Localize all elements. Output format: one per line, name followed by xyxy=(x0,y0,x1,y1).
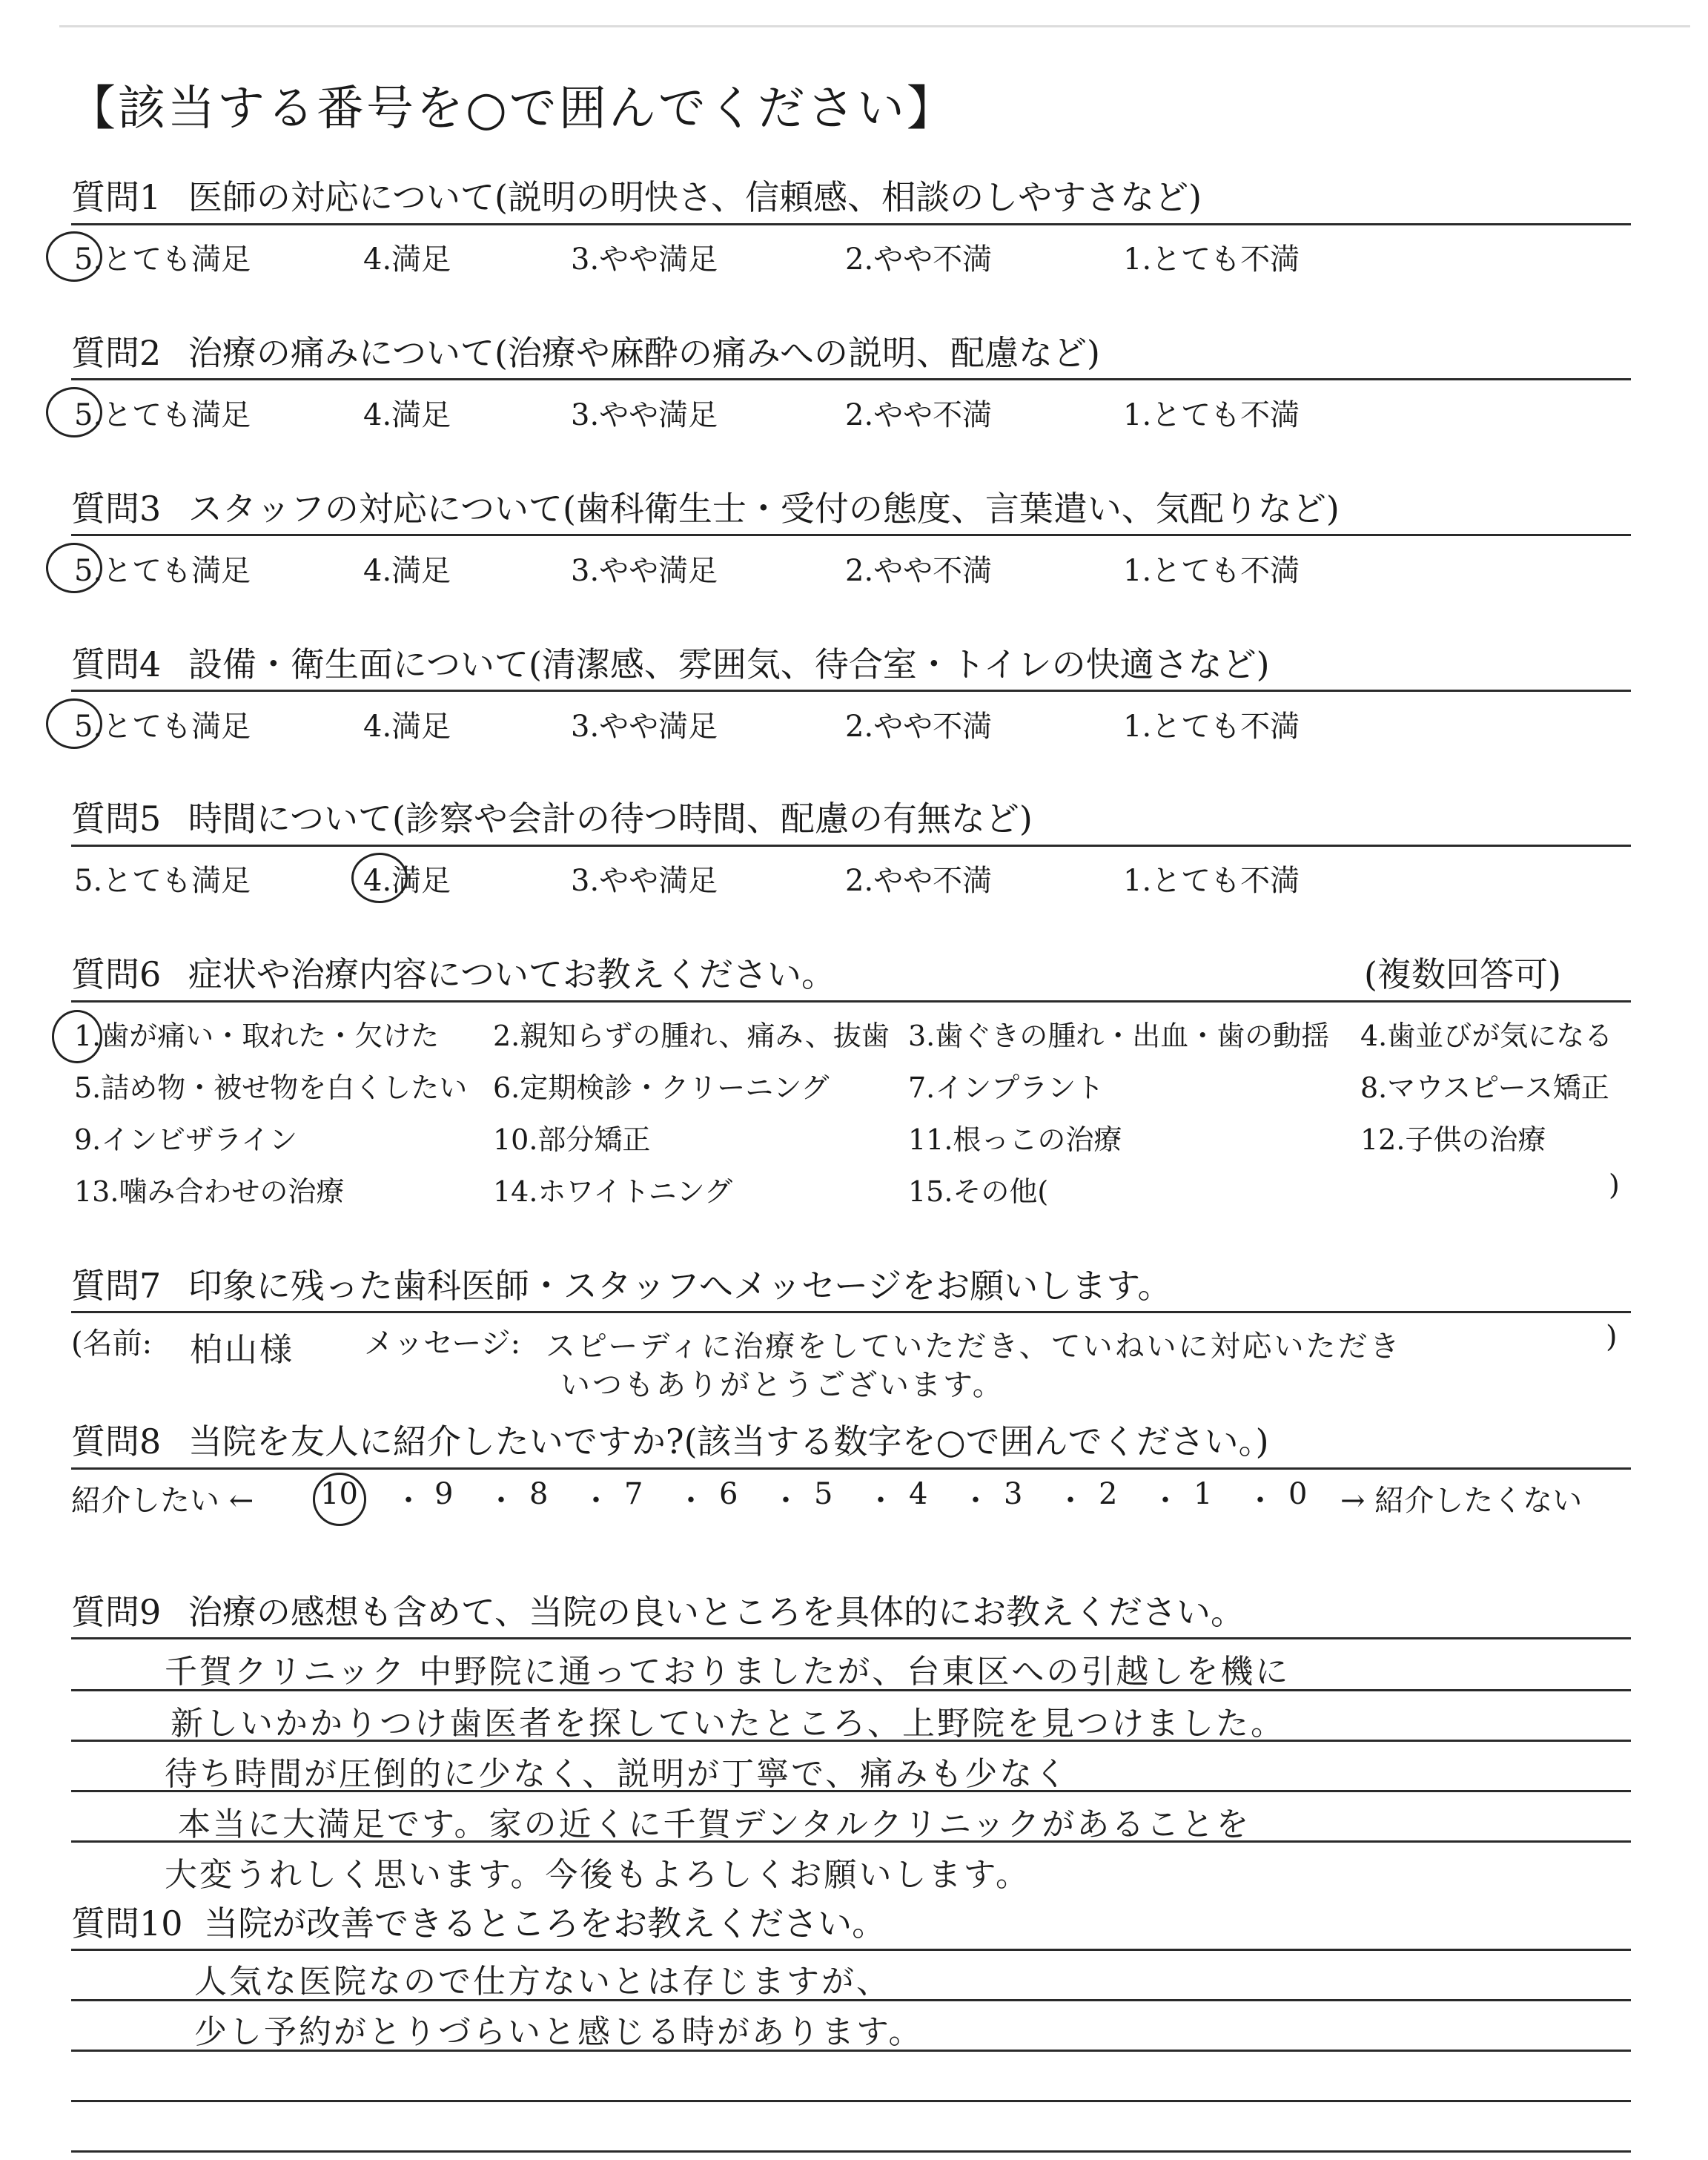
question-text: 当院を友人に紹介したいですか?(該当する数字を○で囲んでください。) xyxy=(188,1421,1269,1462)
option-5[interactable]: 5.とても満足 xyxy=(74,710,251,744)
scale-value[interactable]: 9 xyxy=(434,1477,454,1511)
answer-line-text[interactable]: 待ち時間が圧倒的に少なく、説明が丁寧で、痛みも少なく xyxy=(165,1755,1070,1793)
option-2[interactable]: 2.やや不満 xyxy=(845,398,993,432)
answer-line xyxy=(71,1637,1631,1639)
question-text: 症状や治療内容についてお教えください。 xyxy=(188,954,835,994)
scale-value[interactable]: 5 xyxy=(814,1477,833,1511)
answer-line-text[interactable]: 千賀クリニック 中野院に通っておりましたが、台東区への引越しを機に xyxy=(165,1653,1291,1691)
question-3 xyxy=(71,482,1340,531)
option-1[interactable]: 1.とても不満 xyxy=(1123,554,1300,588)
question-text: 時間について(診察や会計の待つ時間、配慮の有無など) xyxy=(188,799,1033,839)
scale-value[interactable]: 1 xyxy=(1194,1477,1213,1511)
answer-line xyxy=(71,2100,1631,2102)
scale-right-label: → 紹介したくない xyxy=(1340,1484,1583,1518)
option-5[interactable]: 5.とても満足 xyxy=(74,554,251,588)
answer-line-text[interactable]: 人気な医院なので仕方ないとは存じますが、 xyxy=(194,1963,891,2001)
symptom-option[interactable]: 5.詰め物・被せ物を白くしたい xyxy=(74,1071,468,1104)
symptom-option[interactable]: 3.歯ぐきの腫れ・出血・歯の動揺 xyxy=(908,1020,1330,1052)
question-label: 質問1 xyxy=(71,177,162,217)
scale-value[interactable]: 2 xyxy=(1099,1477,1118,1511)
option-4[interactable]: 4.満足 xyxy=(363,864,451,898)
message-label: メッセージ: xyxy=(364,1327,521,1361)
question-label: 質問10 xyxy=(71,1903,183,1943)
divider xyxy=(71,1467,1631,1470)
question-label: 質問7 xyxy=(71,1266,162,1306)
symptom-option[interactable]: 15.その他( xyxy=(908,1175,1049,1208)
question-text: 当院が改善できるところをお教えください。 xyxy=(204,1903,887,1943)
q5-options xyxy=(74,857,1631,899)
scale-value[interactable]: 4 xyxy=(909,1477,928,1511)
option-2[interactable]: 2.やや不満 xyxy=(845,242,993,277)
divider xyxy=(71,845,1631,847)
question-5 xyxy=(71,792,1033,841)
question-label: 質問3 xyxy=(71,489,162,529)
question-label: 質問2 xyxy=(71,333,162,373)
answer-line-text[interactable]: 本当に大満足です。家の近くに千賀デンタルクリニックがあることを xyxy=(178,1806,1251,1843)
message-line[interactable]: いつもありがとうございます。 xyxy=(560,1368,1004,1402)
form-title: 【該当する番号を○で囲んでください】 xyxy=(68,82,956,136)
symptom-option[interactable]: 14.ホワイトニング xyxy=(493,1175,733,1208)
question-label: 質問5 xyxy=(71,799,162,839)
symptom-option[interactable]: 4.歯並びが気になる xyxy=(1360,1020,1613,1052)
question-text: 治療の痛みについて(治療や麻酔の痛みへの説明、配慮など) xyxy=(188,333,1100,373)
message-line[interactable]: スピーディに治療をしていただき、ていねいに対応いただき xyxy=(546,1330,1402,1364)
symptom-option[interactable]: 2.親知らずの腫れ、痛み、抜歯 xyxy=(493,1020,890,1052)
question-label: 質問9 xyxy=(71,1592,162,1632)
answer-line-text[interactable]: 新しいかかりつけ歯医者を探していたところ、上野院を見つけました。 xyxy=(171,1705,1285,1743)
option-4[interactable]: 4.満足 xyxy=(363,710,451,744)
option-5[interactable]: 5.とても満足 xyxy=(74,864,251,898)
divider xyxy=(71,223,1631,225)
divider xyxy=(71,1000,1631,1003)
top-border xyxy=(59,25,1690,27)
symptom-option[interactable]: 11.根っこの治療 xyxy=(908,1123,1122,1156)
question-text: 治療の感想も含めて、当院の良いところを具体的にお教えください。 xyxy=(188,1592,1245,1632)
q6-options xyxy=(74,1013,1631,1221)
option-3[interactable]: 3.やや満足 xyxy=(571,710,718,744)
option-5[interactable]: 5.とても満足 xyxy=(74,398,251,432)
scale-value[interactable]: 3 xyxy=(1004,1477,1023,1511)
question-8 xyxy=(71,1415,1269,1464)
option-2[interactable]: 2.やや不満 xyxy=(845,864,993,898)
option-3[interactable]: 3.やや満足 xyxy=(571,554,718,588)
question-7 xyxy=(71,1259,1172,1308)
question-label: 質問8 xyxy=(71,1421,162,1462)
scale-value[interactable]: 8 xyxy=(529,1477,549,1511)
question-6 xyxy=(71,948,835,997)
option-4[interactable]: 4.満足 xyxy=(363,242,451,277)
q3-options xyxy=(74,547,1631,589)
q4-options xyxy=(74,703,1631,744)
question-9 xyxy=(71,1585,1245,1634)
option-2[interactable]: 2.やや不満 xyxy=(845,554,993,588)
scale-value[interactable]: 10 xyxy=(320,1477,358,1511)
scale-left-label: 紹介したい ← xyxy=(71,1484,254,1518)
answer-line-text[interactable]: 少し予約がとりづらいと感じる時があります。 xyxy=(194,2013,924,2051)
question-text: 印象に残った歯科医師・スタッフへメッセージをお願いします。 xyxy=(188,1266,1172,1306)
question-1 xyxy=(71,171,1202,219)
symptom-option[interactable]: 8.マウスピース矯正 xyxy=(1360,1071,1609,1104)
option-3[interactable]: 3.やや満足 xyxy=(571,398,718,432)
scale-value[interactable]: 7 xyxy=(624,1477,643,1511)
question-label: 質問4 xyxy=(71,644,162,684)
question-text: 医師の対応について(説明の明快さ、信頼感、相談のしやすさなど) xyxy=(188,177,1202,217)
question-text: スタッフの対応について(歯科衛生士・受付の態度、言葉遣い、気配りなど) xyxy=(188,489,1340,529)
question-4 xyxy=(71,638,1270,687)
symptom-option[interactable]: 1.歯が痛い・取れた・欠けた xyxy=(74,1020,440,1052)
question-label: 質問6 xyxy=(71,954,162,994)
option-1[interactable]: 1.とても不満 xyxy=(1123,398,1300,432)
symptom-option[interactable]: 10.部分矯正 xyxy=(493,1123,651,1156)
option-2[interactable]: 2.やや不満 xyxy=(845,710,993,744)
option-3[interactable]: 3.やや満足 xyxy=(571,864,718,898)
symptom-option[interactable]: 12.子供の治療 xyxy=(1360,1123,1546,1156)
referral-scale: 紹介したい ← 10 ・ 9 ・ 8 ・ 7 ・ 6 ・ 5 ・ 4 ・ 3 ・ 2 ・ 1 ・ 0 → 紹介したくない xyxy=(71,1477,1631,1522)
symptom-option[interactable]: 7.インプラント xyxy=(908,1071,1105,1104)
option-1[interactable]: 1.とても不満 xyxy=(1123,710,1300,744)
q2-options xyxy=(74,392,1631,433)
scale-value[interactable]: 0 xyxy=(1288,1477,1308,1511)
divider xyxy=(71,690,1631,692)
option-1[interactable]: 1.とても不満 xyxy=(1123,864,1300,898)
symptom-option[interactable]: 9.インビザライン xyxy=(74,1123,298,1156)
option-1[interactable]: 1.とても不満 xyxy=(1123,242,1300,277)
name-value[interactable]: 柏山様 xyxy=(190,1331,294,1369)
option-4[interactable]: 4.満足 xyxy=(363,398,451,432)
answer-line xyxy=(71,1949,1631,1951)
answer-line xyxy=(71,2150,1631,2153)
option-5[interactable]: 5.とても満足 xyxy=(74,242,251,277)
question-text: 設備・衛生面について(清潔感、雰囲気、待合室・トイレの快適さなど) xyxy=(188,644,1270,684)
question-10 xyxy=(71,1897,886,1946)
symptom-option[interactable]: 13.噛み合わせの治療 xyxy=(74,1175,345,1208)
name-label: (名前: xyxy=(71,1327,153,1361)
divider xyxy=(71,534,1631,536)
question-2 xyxy=(71,326,1100,375)
symptom-option[interactable]: 6.定期検診・クリーニング xyxy=(493,1071,830,1104)
option-4[interactable]: 4.満足 xyxy=(363,554,451,588)
option-3[interactable]: 3.やや満足 xyxy=(571,242,718,277)
multiple-answer-note: (複数回答可) xyxy=(1364,954,1561,994)
q1-options xyxy=(74,236,1631,277)
answer-line-text[interactable]: 大変うれしく思います。今後もよろしくお願いします。 xyxy=(165,1856,1030,1894)
divider xyxy=(71,1311,1631,1313)
message-area xyxy=(71,1320,1631,1401)
close-paren: ) xyxy=(1606,1320,1618,1354)
divider xyxy=(71,378,1631,380)
scale-value[interactable]: 6 xyxy=(719,1477,738,1511)
other-close-paren: ) xyxy=(1609,1169,1620,1201)
